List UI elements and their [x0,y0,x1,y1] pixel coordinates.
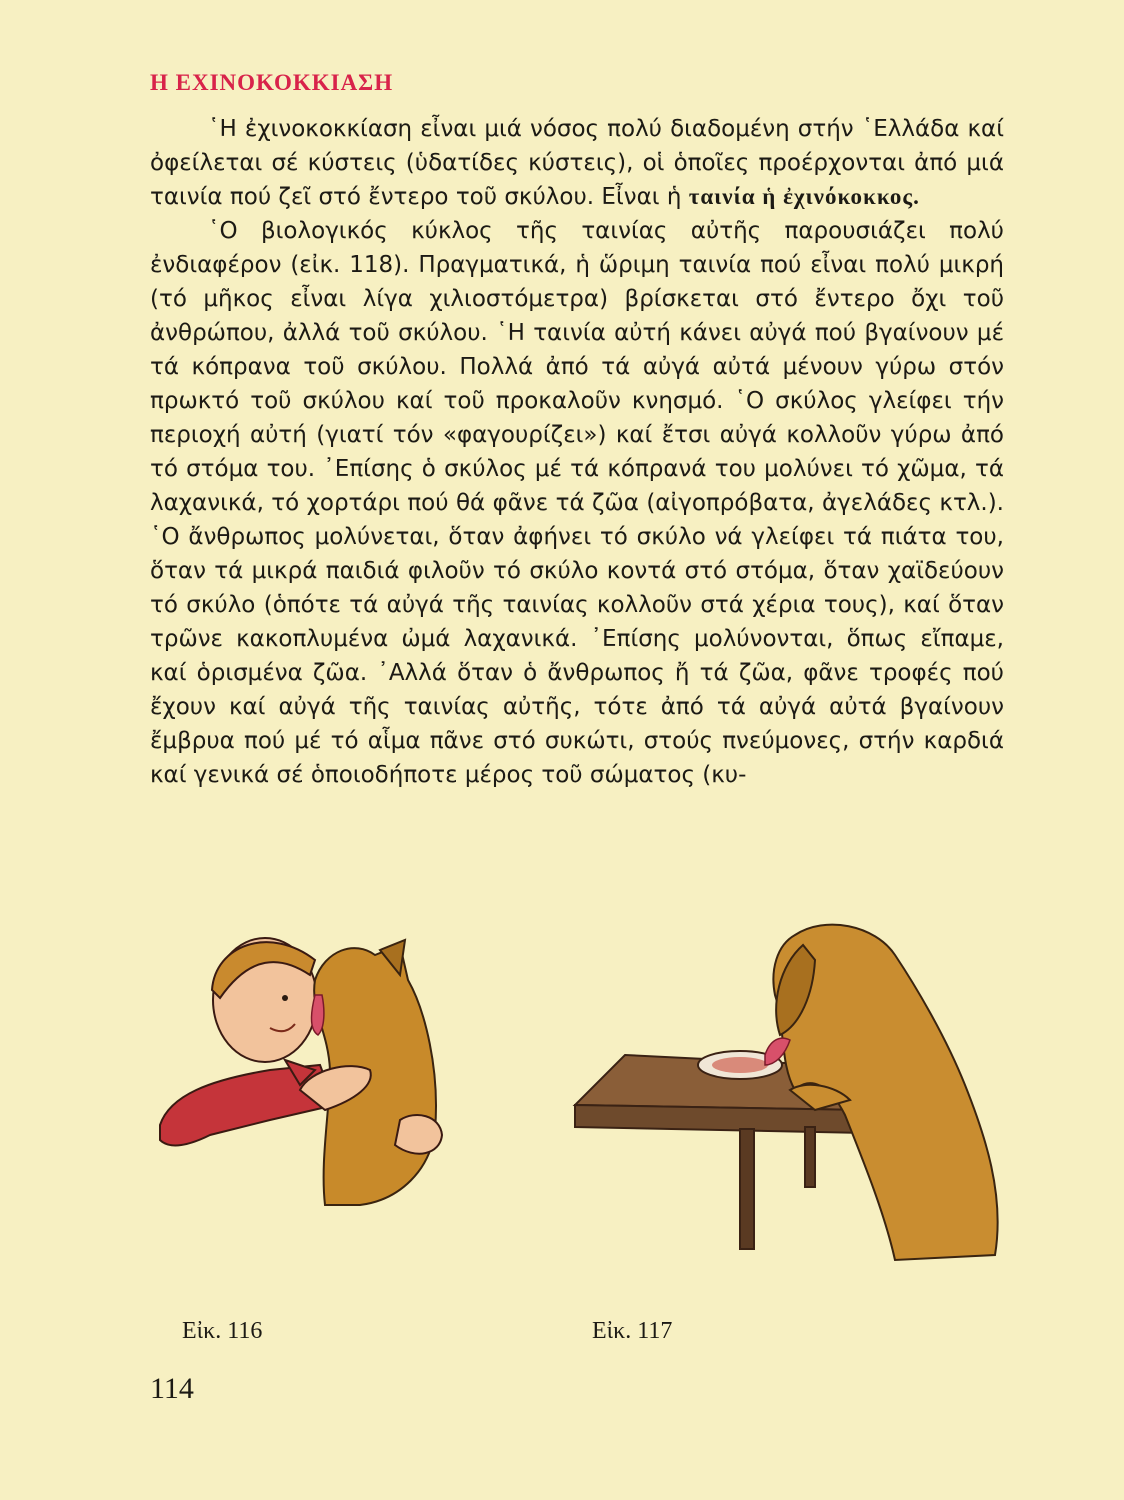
body-text [150,112,1004,792]
table-leg-back [805,1127,815,1187]
dog-tongue-116 [312,995,324,1035]
paragraph-1-bold-term: ταινία ἡ ἐχινόκοκκος. [688,184,920,209]
paragraph-2 [150,214,1004,792]
page-number: 114 [150,1372,194,1405]
boy-eye [282,995,288,1001]
table-leg-front [740,1129,754,1249]
table-front [575,1105,865,1133]
section-heading: Η ΕΧΙΝΟΚΟΚΚΙΑΣΗ [150,70,394,95]
paragraph-2-text: ῾Ο βιολογικός κύκλος τῆς ταινίας αὐτῆς παρουσιάζει πολύ ἐνδιαφέρον (εἰκ. 118). Πραγματικά, ἡ ὥριμη ταινία πού εἶναι πολύ μικρή (τό μῆκος εἶναι λίγα χιλιοστόμετρα) βρίσκεται στό ἔντερο ὄχι τοῦ ἀνθρώπου, ἀλλά τοῦ σκύλου. ῾Η ταινία αὐτή κάνει αὐγά πού βγαίνουν μέ τά κόπρανα τοῦ σκύλου. Πολλά ἀπό τά αὐγά αὐτά μένουν γύρω στόν πρωκτό τοῦ σκύλου καί τοῦ προκαλοῦν κνησμό. ῾Ο σκύλος γλείφει τήν περιοχή αὐτή (γιατί τόν «φαγουρίζει») καί ἔτσι αὐγά κολλοῦν γύρω ἀπό τό στόμα του. ᾿Επίσης ὁ σκύλος μέ τά κόπρανά του μολύνει τό χῶμα, τά λαχανικά, τό χορτάρι πού θά φᾶνε τά ζῶα (αἰγοπρόβατα, ἀγελάδες κτλ.). ῾Ο ἄνθρωπος μολύνεται, ὅταν ἀφήνει τό σκύλο νά γλείφει τά πιάτα του, ὅταν τά μικρά παιδιά φιλοῦν τό σκύλο κοντά στό στόμα, ὅταν χαϊδεύουν τό σκύλο (ὁπότε τά αὐγά τῆς ταινίας κολλοῦν στά χέρια τους), καί ὅταν τρῶνε κακοπλυμένα ὠμά λαχανικά. ᾿Επίσης μολύνονται, ὅπως εἴπαμε, καί ὁρισμένα ζῶα. ᾿Αλλά ὅταν ὁ ἄνθρωπος ἤ τά ζῶα, φᾶνε τροφές πού ἔχουν καί αὐγά τῆς ταινίας αὐτῆς, τότε ἀπό τά αὐγά αὐτά βγαίνουν ἔμβρυα πού μέ τό αἷμα πᾶνε στό συκώτι, στούς πνεύμονες, στήν καρδιά καί γενικά σέ ὁποιοδήποτε μέρος τοῦ σώματος (κυ- [150,218,1004,788]
figure-116-caption: Εἰκ. 116 [182,1318,263,1344]
figure-116-illustration [150,920,450,1210]
paragraph-1-text: ῾Η ἐχινοκοκκίαση εἶναι μιά νόσος πολύ διαδομένη στήν ῾Ελλάδα καί ὀφείλεται σέ κύστεις (ὑδατίδες κύστεις), οἱ ὁποῖες προέρχονται ἀπό μιά ταινία πού ζεῖ στό ἔντερο τοῦ σκύλου. Εἶναι ἡ [150,116,1004,210]
figure-117-illustration [565,915,1010,1275]
figure-117-caption: Εἰκ. 117 [592,1318,673,1344]
boy-hand-right [395,1115,442,1154]
plate-food [712,1057,768,1073]
paragraph-1 [150,112,1004,214]
